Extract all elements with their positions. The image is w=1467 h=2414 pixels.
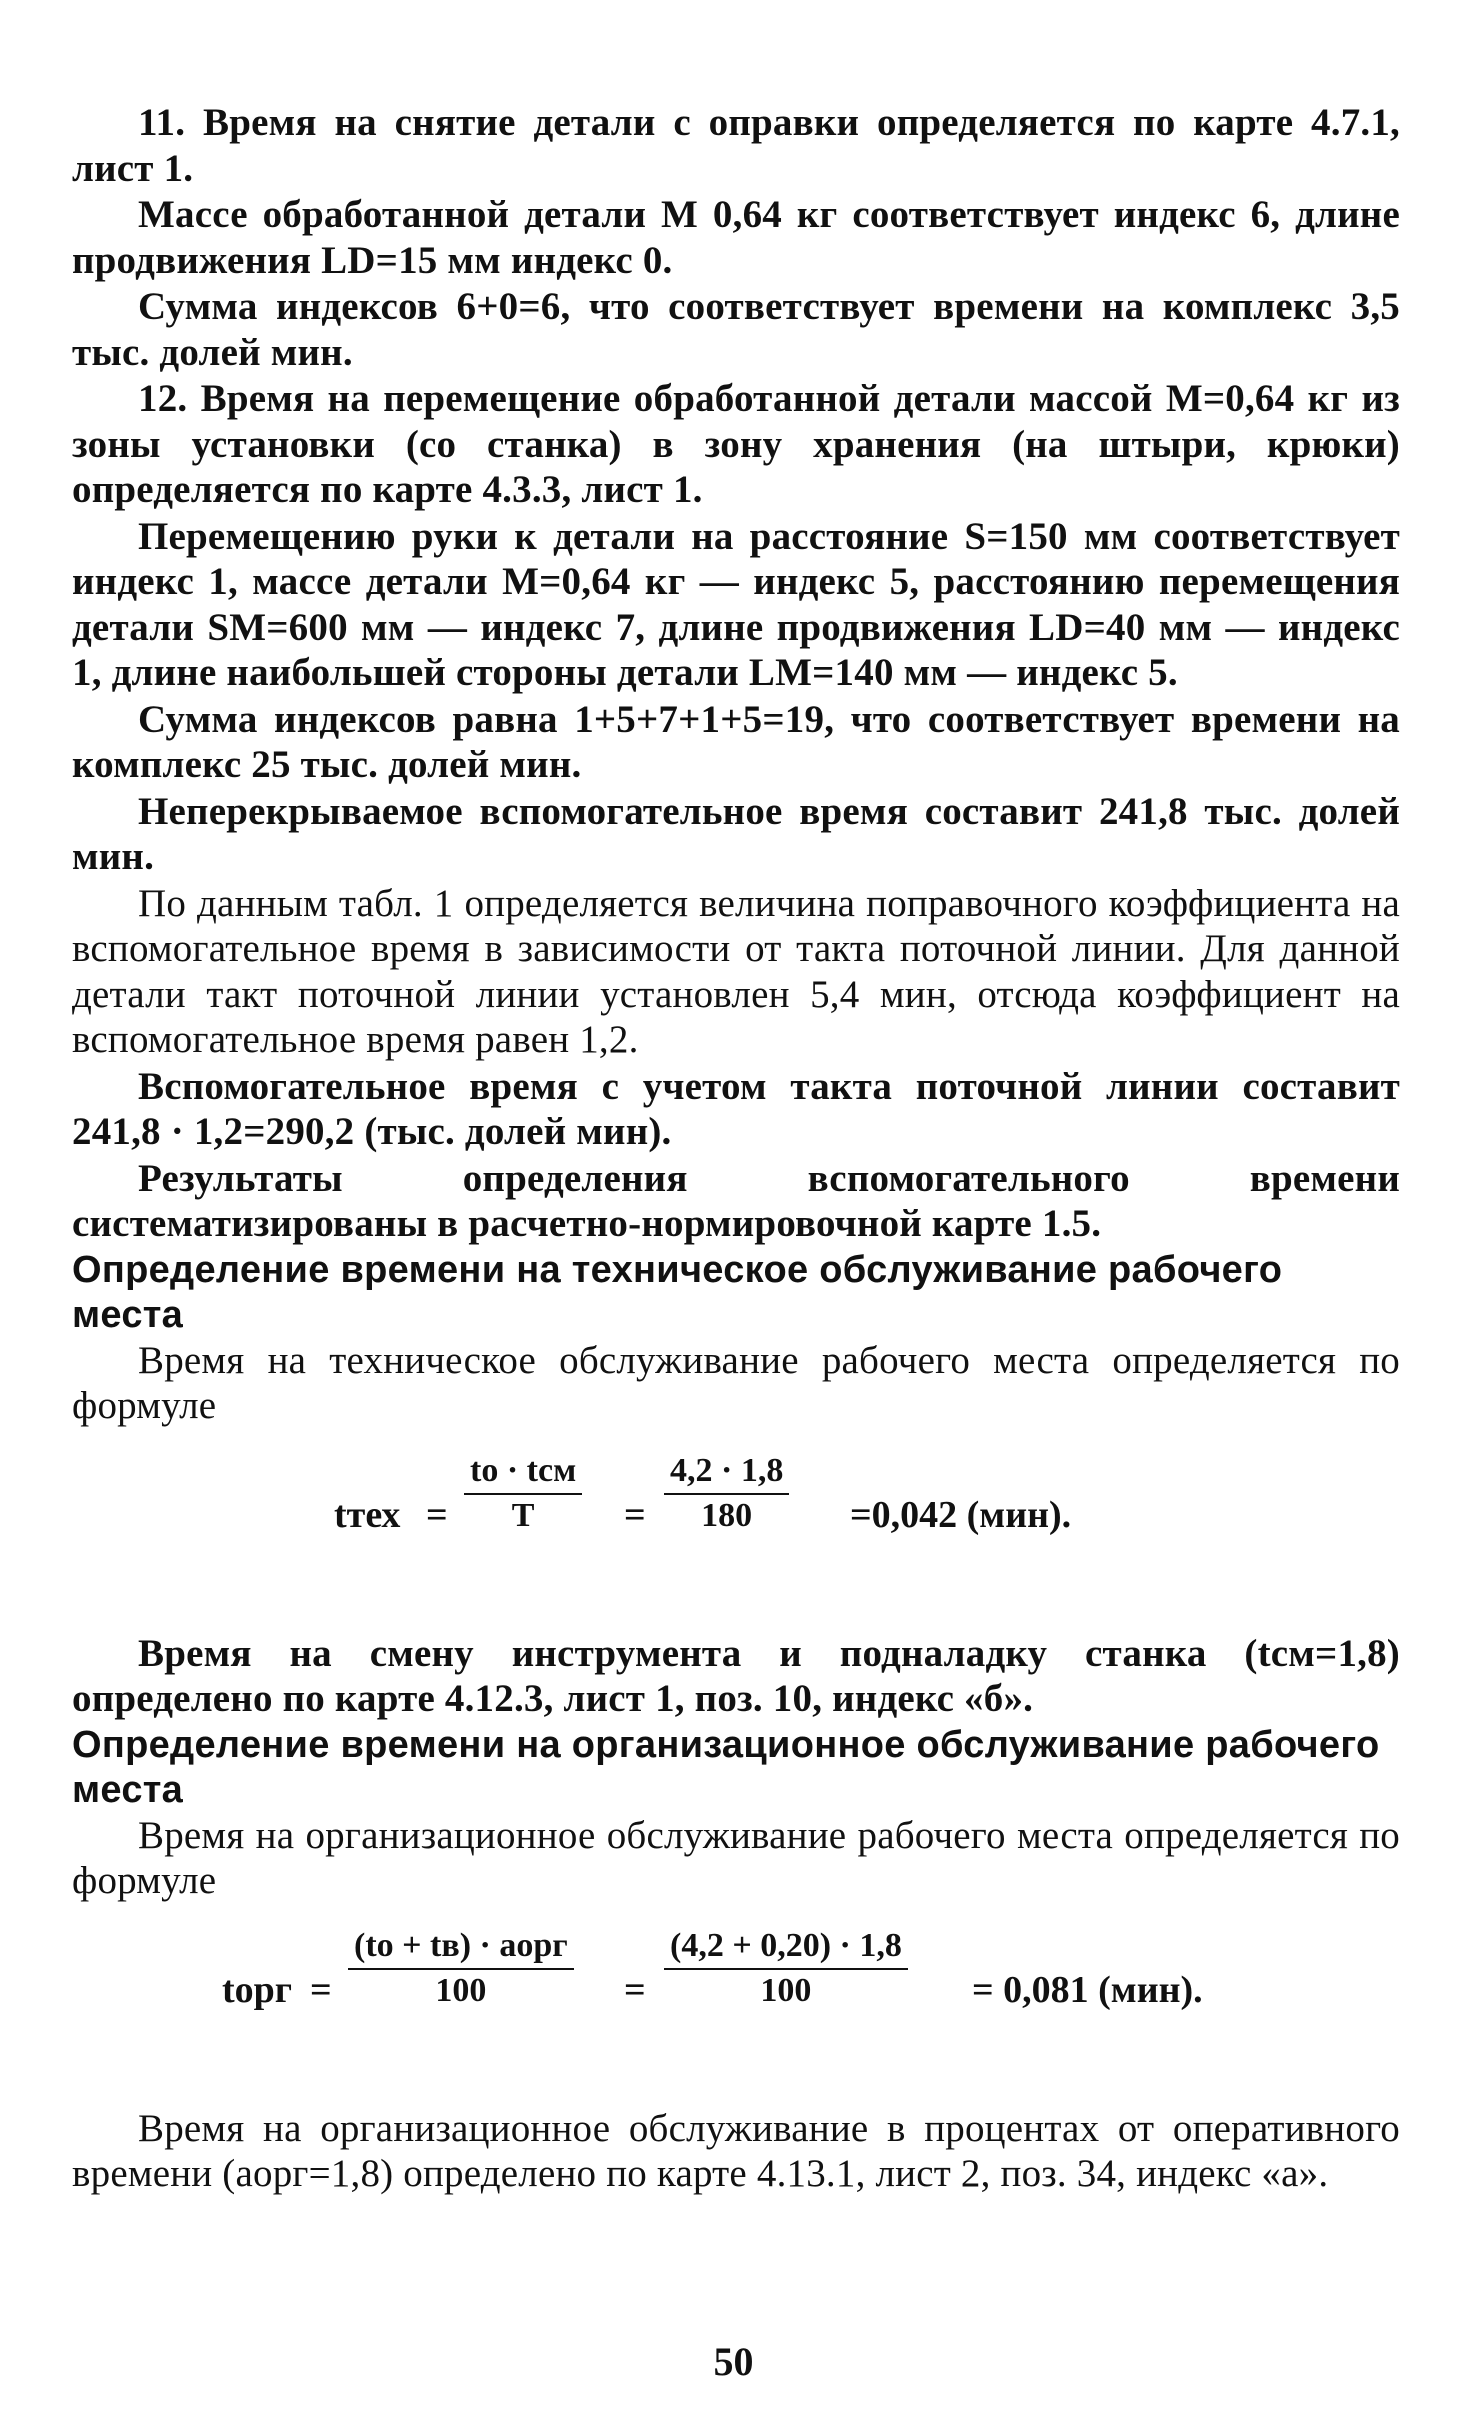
formula-fraction: [464, 1451, 582, 1537]
paragraph-final: Время на организационное обслуживание в процентах от оперативного времени (aорг=1,8) определено по карте 4.13.1, лист 2, поз. 34, индекс «а».: [72, 2106, 1400, 2195]
paragraph-4: 12. Время на перемещение обработанной детали массой М=0,64 кг из зоны установки (со станка) в зону хранения (на штыри, крюки) определяется по карте 4.3.3, лист 1.: [72, 377, 1400, 511]
formula-equals: =: [624, 1968, 646, 2011]
fraction-denominator: 100: [435, 1971, 487, 2009]
fraction-numerator: 4,2 · 1,8: [664, 1451, 789, 1495]
section-heading-tech: Определение времени на техническое обслуживание рабочего места: [72, 1248, 1283, 1336]
paragraph-1: 11. Время на снятие детали с оправки определяется по карте 4.7.1, лист 1.: [72, 101, 1400, 190]
formula-lhs: tорг: [222, 1968, 293, 2011]
fraction-denominator: 100: [760, 1971, 812, 2009]
paragraph-6: Сумма индексов равна 1+5+7+1+5=19, что соответствует времени на комплекс 25 тыс. долей мин.: [72, 697, 1400, 786]
fraction-numerator: (4,2 + 0,20) · 1,8: [664, 1926, 908, 1970]
paragraph-7: Неперекрываемое вспомогательное время составит 241,8 тыс. долей мин.: [72, 789, 1400, 878]
fraction-denominator: T: [511, 1496, 535, 1534]
page-number: 50: [713, 2339, 754, 2384]
fraction-numerator: (tо + tв) · aорг: [348, 1926, 574, 1970]
paragraph-9: Вспомогательное время с учетом такта поточной линии составит 241,8 · 1,2=290,2 (тыс. долей мин).: [72, 1064, 1400, 1153]
formula-equals: =: [426, 1493, 448, 1536]
paragraph-2: Массе обработанной детали М 0,64 кг соответствует индекс 6, длине продвижения LD=15 мм индекс 0.: [72, 193, 1400, 282]
paragraph-org-formula-intro: Время на организационное обслуживание рабочего места определяется по формуле: [72, 1813, 1400, 1902]
formula-result: =0,042 (мин).: [850, 1493, 1072, 1536]
paragraph-10: Результаты определения вспомогательного времени систематизированы в расчетно-нормировочной карте 1.5.: [72, 1156, 1400, 1245]
formula-equals: =: [624, 1493, 646, 1536]
paragraph-8: По данным табл. 1 определяется величина поправочного коэффициента на вспомогательное время в зависимости от такта поточной линии. Для данной детали такт поточной линии установлен 5,4 мин, отсюда коэффициент на вспомогательное время равен 1,2.: [72, 881, 1400, 1061]
paragraph-smena: Время на смену инструмента и подналадку станка (tсм=1,8) определено по карте 4.12.3, лист 1, поз. 10, индекс «б».: [72, 1631, 1400, 1720]
formula-lhs: tтех: [334, 1493, 401, 1536]
formula-t-tech: [72, 1451, 1400, 1581]
formula-fraction: [348, 1926, 574, 2012]
formula-fraction: [664, 1926, 908, 2012]
paragraph-tech-formula-intro: Время на техническое обслуживание рабочего места определяется по формуле: [72, 1338, 1400, 1427]
formula-result: = 0,081 (мин).: [972, 1968, 1203, 2011]
paragraph-5: Перемещению руки к детали на расстояние S=150 мм соответствует индекс 1, массе детали М=0,64 кг — индекс 5, расстоянию перемещения детали SМ=600 мм — индекс 7, длине продвижения LD=40 мм — индекс 1, длине наибольшей стороны детали LМ=140 мм — индекс 5.: [72, 514, 1400, 694]
fraction-denominator: 180: [701, 1496, 753, 1534]
section-heading-org: Определение времени на организационное обслуживание рабочего места: [72, 1723, 1380, 1811]
formula-equals: =: [310, 1968, 332, 2011]
formula-fraction: [664, 1451, 789, 1537]
paragraph-3: Сумма индексов 6+0=6, что соответствует времени на комплекс 3,5 тыс. долей мин.: [72, 285, 1400, 374]
fraction-numerator: tо · tсм: [464, 1451, 582, 1495]
formula-t-org: [72, 1926, 1400, 2056]
page-body: [72, 100, 1400, 2198]
